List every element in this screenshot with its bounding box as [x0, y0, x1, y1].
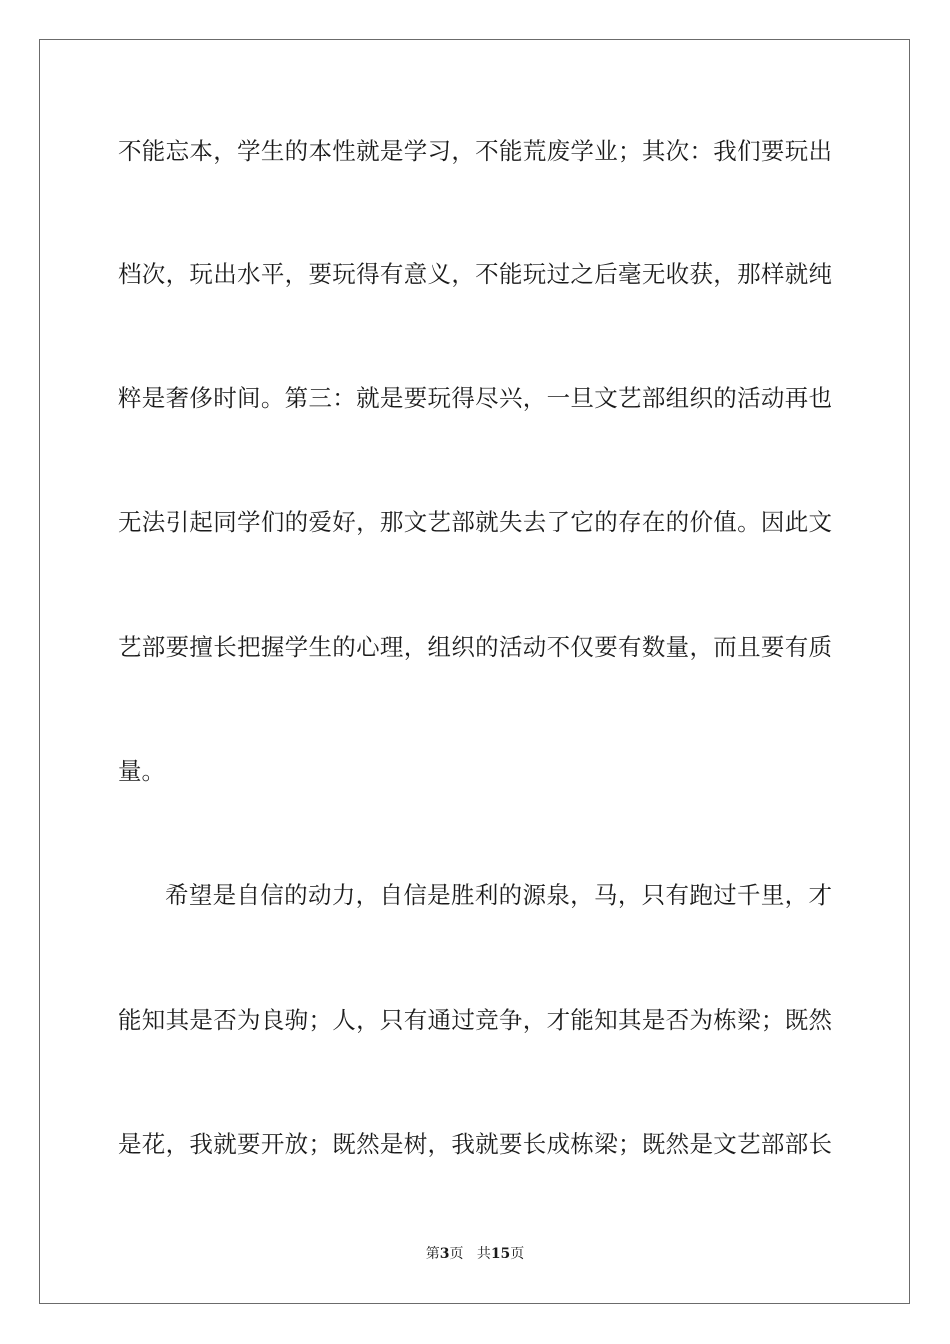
text-line: 是花，我就要开放；既然是树，我就要长成栋梁；既然是文艺部部长	[118, 1130, 832, 1158]
footer-page-suffix: 页	[449, 1246, 464, 1262]
footer-page-prefix: 第	[425, 1246, 440, 1262]
footer-page-number: 3	[439, 1246, 450, 1262]
text-line: 能知其是否为良驹；人，只有通过竞争，才能知其是否为栋梁；既然	[118, 1006, 832, 1034]
footer-total-prefix: 共	[476, 1246, 491, 1262]
footer-total-suffix: 页	[510, 1246, 525, 1262]
footer-total-pages: 15	[490, 1246, 511, 1262]
text-line: 粹是奢侈时间。第三：就是要玩得尽兴，一旦文艺部组织的活动再也	[118, 384, 832, 412]
text-line: 艺部要擅长把握学生的心理，组织的活动不仅要有数量，而且要有质	[118, 633, 832, 661]
text-line: 量。	[118, 757, 165, 785]
text-line: 不能忘本，学生的本性就是学习，不能荒废学业；其次：我们要玩出	[118, 137, 832, 165]
page-border	[39, 39, 910, 1304]
text-line: 无法引起同学们的爱好，那文艺部就失去了它的存在的价值。因此文	[118, 508, 832, 536]
text-line: 希望是自信的动力，自信是胜利的源泉，马，只有跑过千里，才	[165, 881, 832, 909]
page-footer	[0, 1244, 950, 1264]
text-line: 档次，玩出水平，要玩得有意义，不能玩过之后毫无收获，那样就纯	[118, 260, 832, 288]
